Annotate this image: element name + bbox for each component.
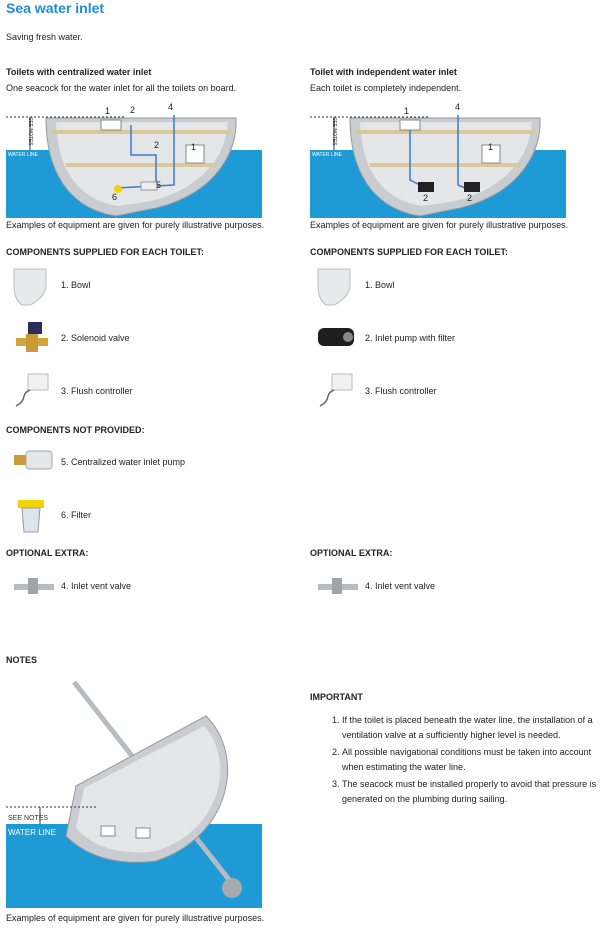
left-heading: Toilets with centralized water inlet	[6, 67, 152, 77]
left-label-5: 5	[156, 180, 162, 190]
left-label-4: 4	[168, 102, 174, 112]
notes-caption: Examples of equipment are given for purely illustrative purposes.	[6, 913, 265, 923]
important-list	[322, 713, 612, 809]
left-supplied-2: 2. Solenoid valve	[61, 333, 130, 343]
right-description: Each toilet is completely independent.	[310, 83, 462, 93]
left-caption: Examples of equipment are given for purely illustrative purposes.	[6, 220, 265, 230]
left-label-2b: 2	[154, 140, 160, 150]
flush-controller-icon	[12, 372, 52, 408]
page-subtitle: Saving fresh water.	[6, 32, 83, 42]
notes-see-notes: SEE NOTES	[8, 815, 49, 822]
inlet-pump-icon	[12, 447, 56, 475]
not-provided-2: 6. Filter	[61, 510, 92, 520]
left-optional-heading: OPTIONAL EXTRA:	[6, 548, 89, 558]
important-item-3: 3. The seacock must be installed properly to avoid that pressure is generated on the plumbing during sailing.	[342, 777, 612, 807]
notes-water-line: WATER LINE	[8, 828, 57, 837]
left-label-2: 2	[130, 105, 136, 115]
left-supplied-heading: COMPONENTS SUPPLIED FOR EACH TOILET:	[6, 247, 204, 257]
right-supplied-1: 1. Bowl	[365, 280, 395, 290]
right-label-1: 1	[404, 106, 410, 116]
not-provided-1: 5. Centralized water inlet pump	[61, 457, 186, 467]
important-item-1: 1. If the toilet is placed beneath the water line, the installation of a ventilation valve at a sufficiently higher level is needed.	[342, 713, 612, 743]
left-supplied-1: 1. Bowl	[61, 280, 91, 290]
left-label-1: 1	[105, 106, 111, 116]
right-supplied-2: 2. Inlet pump with filter	[365, 333, 456, 343]
left-water-line: WATER LINE	[8, 152, 39, 158]
right-label-2b: 2	[467, 193, 473, 203]
left-label-1b: 1	[191, 142, 197, 152]
left-boat-diagram	[6, 100, 262, 218]
bowl-icon	[316, 267, 352, 307]
right-supplied-3: 3. Flush controller	[365, 386, 437, 396]
important-item-2: 2. All possible navigational conditions must be taken into account when estimating the water line.	[342, 745, 612, 775]
right-heading: Toilet with independent water inlet	[310, 67, 457, 77]
notes-heading: NOTES	[6, 655, 38, 665]
bowl-icon	[12, 267, 48, 307]
right-supplied-heading: COMPONENTS SUPPLIED FOR EACH TOILET:	[310, 247, 508, 257]
right-label-4: 4	[455, 102, 461, 112]
right-caption: Examples of equipment are given for purely illustrative purposes.	[310, 220, 569, 230]
solenoid-valve-icon	[12, 320, 52, 356]
left-description: One seacock for the water inlet for all the toilets on board.	[6, 83, 237, 93]
inlet-pump-filter-icon	[314, 324, 358, 352]
right-boat-diagram	[310, 100, 566, 218]
vent-valve-icon	[316, 576, 360, 596]
left-see-notes: SEE NOTES	[27, 117, 33, 146]
right-label-2: 2	[423, 193, 429, 203]
not-provided-heading: COMPONENTS NOT PROVIDED:	[6, 425, 145, 435]
filter-icon	[16, 498, 46, 540]
right-optional-heading: OPTIONAL EXTRA:	[310, 548, 393, 558]
right-label-1b: 1	[488, 142, 494, 152]
flush-controller-icon	[316, 372, 356, 408]
important-heading: IMPORTANT	[310, 692, 363, 702]
right-water-line: WATER LINE	[312, 152, 343, 158]
left-optional-1: 4. Inlet vent valve	[61, 581, 132, 591]
left-label-6: 6	[112, 192, 118, 202]
left-supplied-3: 3. Flush controller	[61, 386, 133, 396]
right-see-notes: SEE NOTES	[331, 117, 337, 146]
vent-valve-icon	[12, 576, 56, 596]
notes-heel-diagram	[6, 676, 262, 908]
page-title: Sea water inlet	[6, 0, 105, 16]
right-optional-1: 4. Inlet vent valve	[365, 581, 436, 591]
